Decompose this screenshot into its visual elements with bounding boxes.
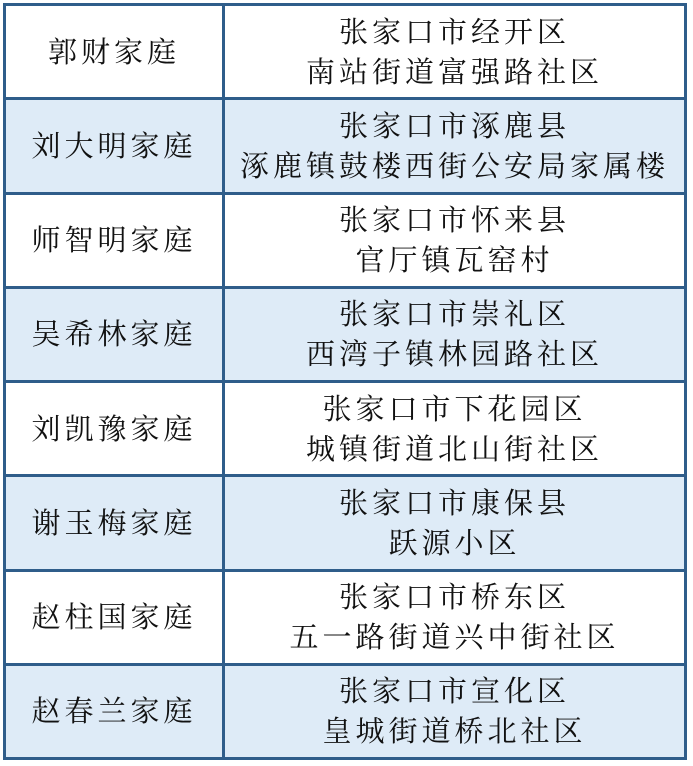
family-name-cell: 郭财家庭 (5, 5, 224, 99)
family-table (3, 3, 687, 760)
family-name-cell: 师智明家庭 (5, 193, 224, 287)
address-line-2: 皇城街道桥北社区 (322, 714, 587, 749)
address-line-1: 张家口市下花园区 (322, 391, 587, 426)
address-line-2: 西湾子镇林园路社区 (305, 337, 603, 372)
address-cell (224, 5, 686, 99)
table-row (5, 287, 686, 381)
table-row (5, 99, 686, 193)
address-cell (224, 193, 686, 287)
address-line-1: 张家口市怀来县 (338, 203, 570, 238)
address-line-2: 涿鹿镇鼓楼西街公安局家属楼 (239, 148, 669, 183)
address-line-2: 跃源小区 (388, 525, 521, 560)
table-row (5, 193, 686, 287)
address-line-2: 官厅镇瓦窑村 (355, 243, 554, 278)
address-cell (224, 287, 686, 381)
address-line-1: 张家口市涿鹿县 (338, 108, 570, 143)
address-cell (224, 664, 686, 758)
family-name-cell: 赵春兰家庭 (5, 664, 224, 758)
family-name-cell: 吴希林家庭 (5, 287, 224, 381)
address-line-2: 城镇街道北山街社区 (305, 431, 603, 466)
address-line-1: 张家口市宣化区 (338, 674, 570, 709)
address-cell (224, 99, 686, 193)
address-cell (224, 570, 686, 664)
address-line-2: 南站街道富强路社区 (305, 54, 603, 89)
table-row (5, 476, 686, 570)
family-name-cell: 刘凯豫家庭 (5, 382, 224, 476)
table-row (5, 664, 686, 758)
table-row (5, 570, 686, 664)
family-name-cell: 赵柱国家庭 (5, 570, 224, 664)
address-line-1: 张家口市桥东区 (338, 580, 570, 615)
address-line-1: 张家口市崇礼区 (338, 297, 570, 332)
table-row (5, 5, 686, 99)
family-table-container (3, 3, 687, 760)
address-cell (224, 382, 686, 476)
address-cell (224, 476, 686, 570)
table-row (5, 382, 686, 476)
address-line-1: 张家口市经开区 (338, 14, 570, 49)
address-line-2: 五一路街道兴中街社区 (289, 620, 620, 655)
address-line-1: 张家口市康保县 (338, 485, 570, 520)
family-name-cell: 刘大明家庭 (5, 99, 224, 193)
family-name-cell: 谢玉梅家庭 (5, 476, 224, 570)
